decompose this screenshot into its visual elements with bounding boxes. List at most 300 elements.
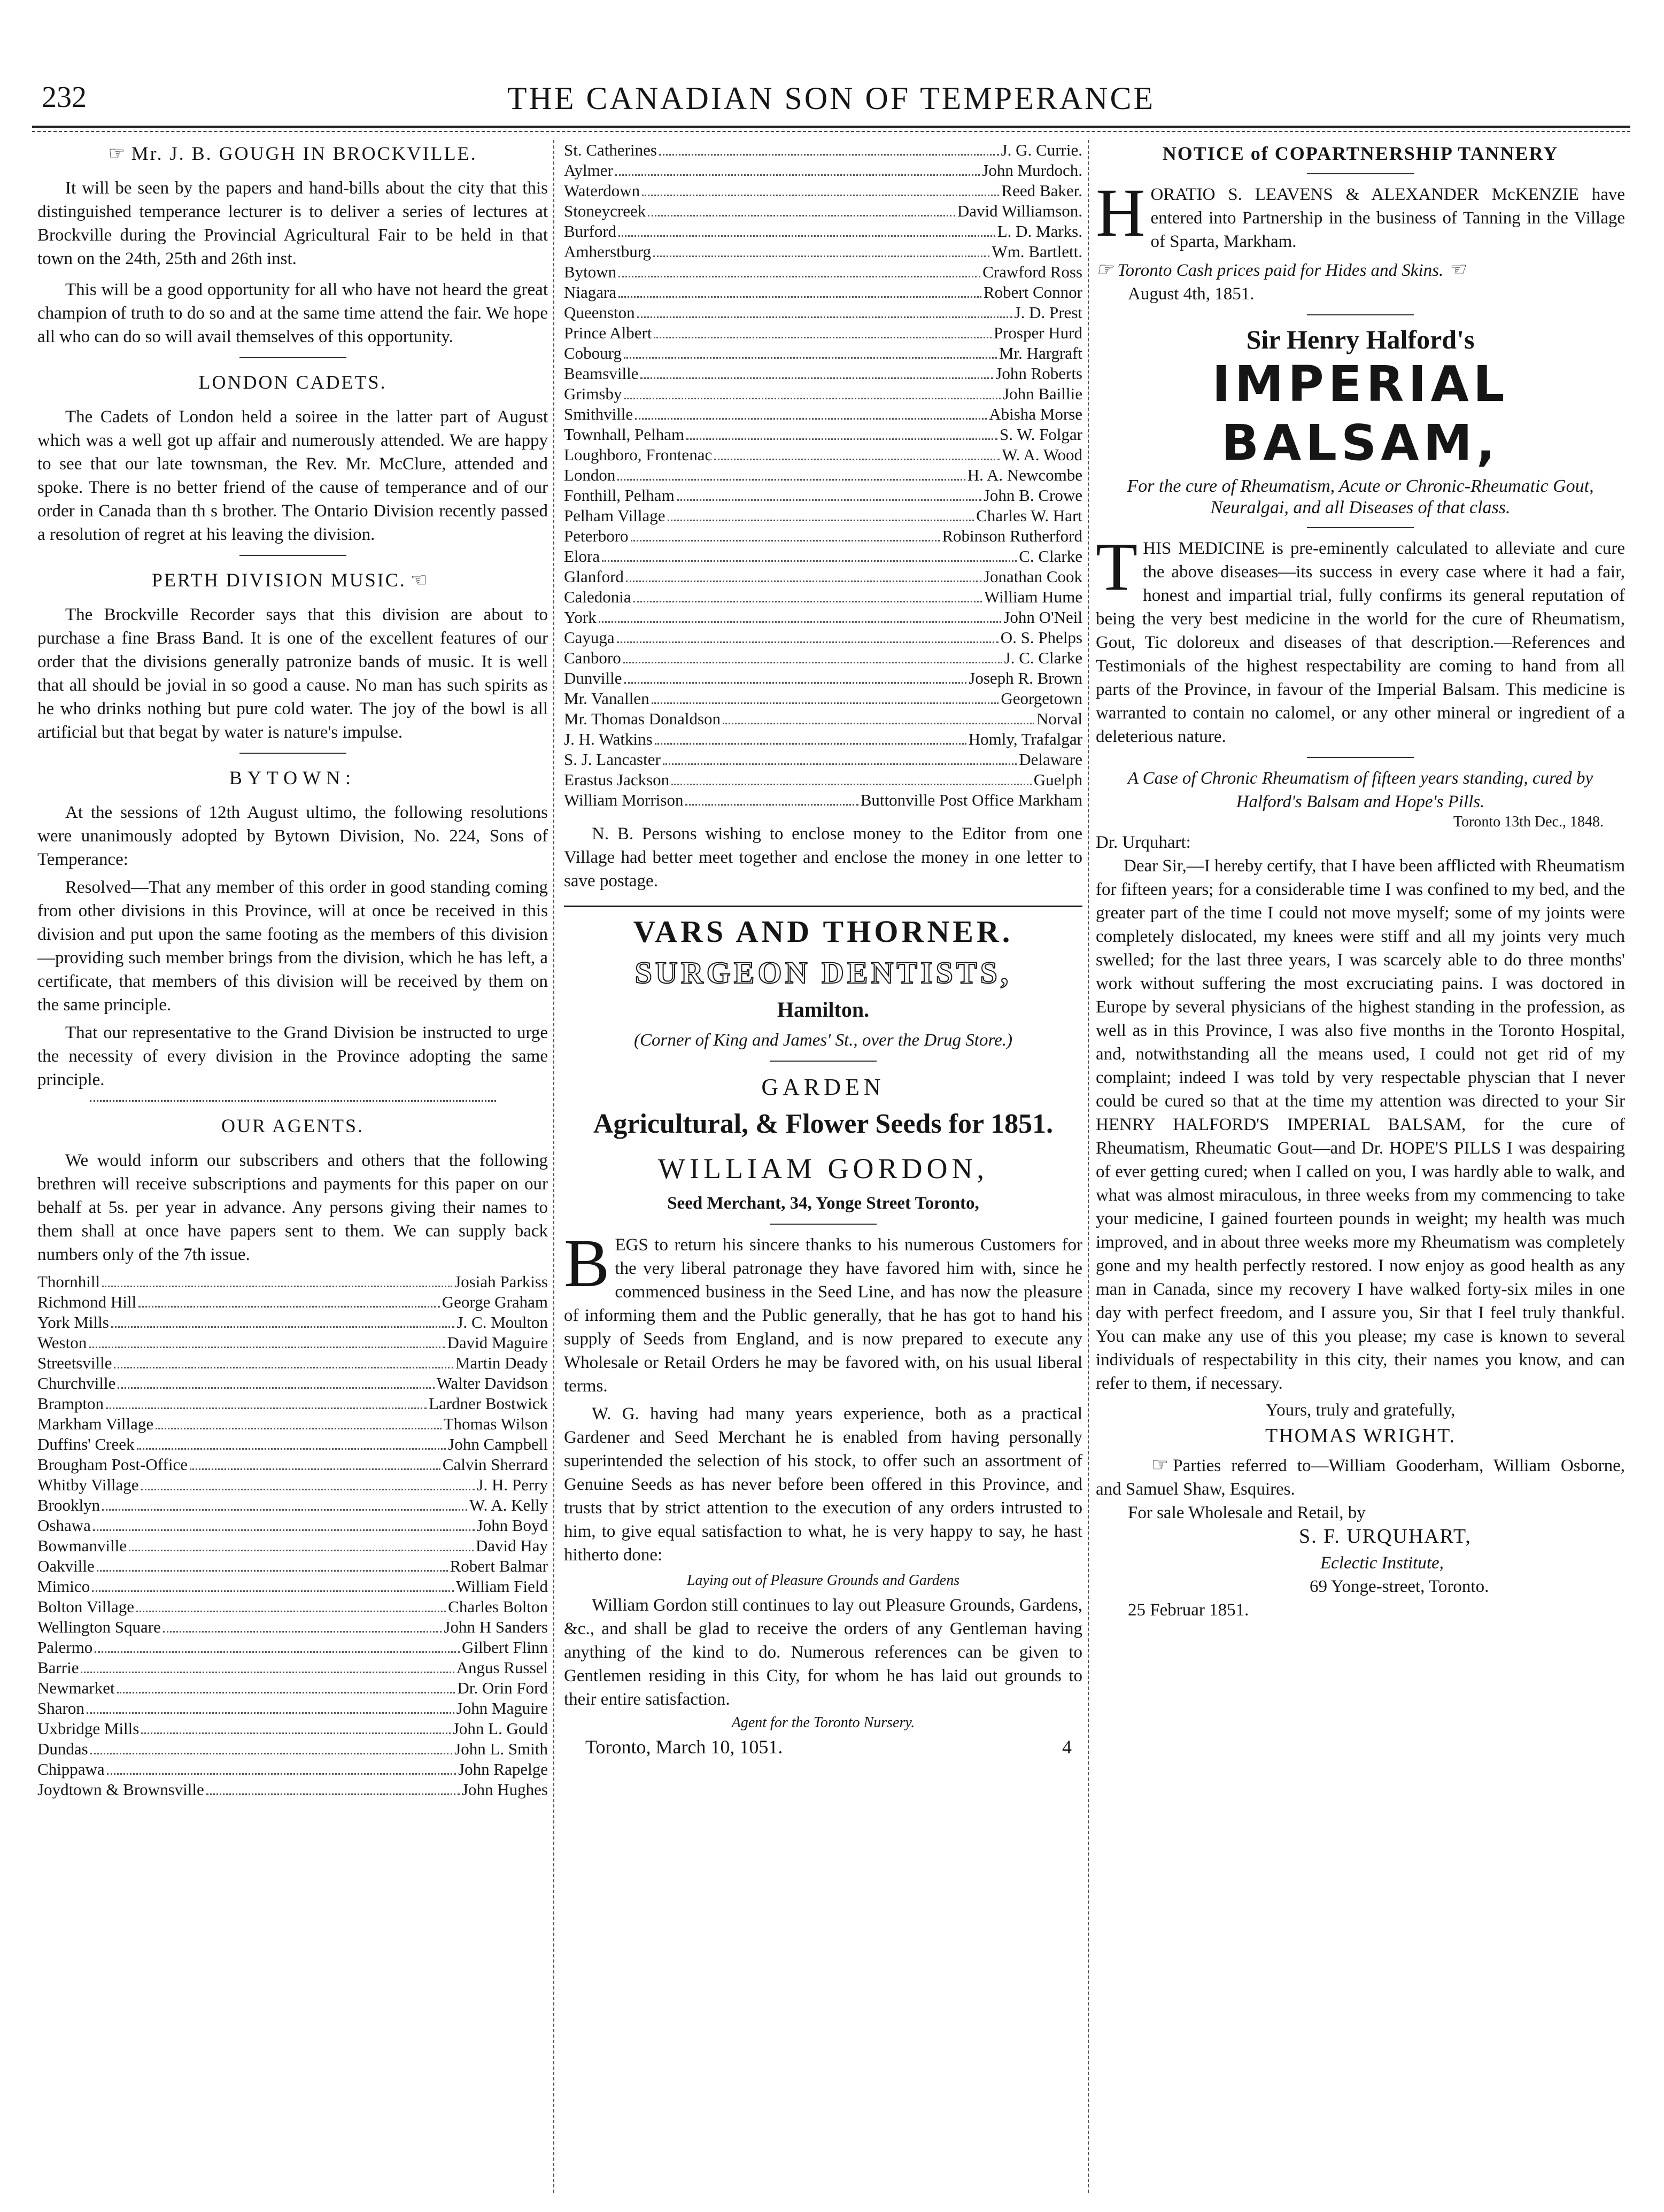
leader-dots bbox=[137, 1448, 446, 1450]
agent-place: Pelham Village bbox=[564, 506, 665, 525]
separator bbox=[239, 357, 346, 358]
agent-name: Guelph bbox=[1033, 770, 1082, 789]
seeds-paragraph: William Gordon still continues to lay out Pleasure Grounds, Gardens, &c., and shall be glad to receive the orders of any Gentleman having anything of the kind to do. Numerous references can be given to Gentlemen residing in this City, for whom he has laid out grounds to their entire satisfaction. bbox=[564, 1596, 1082, 1709]
agent-name: J. C. Clarke bbox=[1004, 648, 1082, 667]
agent-place: Loughboro, Frontenac bbox=[564, 445, 713, 464]
halford-sale: For sale Wholesale and Retail, by bbox=[1128, 1503, 1366, 1522]
agent-row bbox=[564, 770, 1082, 790]
leader-dots bbox=[599, 621, 1002, 623]
leader-dots bbox=[714, 459, 1000, 460]
pointing-hand-left-icon: ☜ bbox=[1448, 259, 1465, 280]
halford-subtitle: For the cure of Rheumatism, Acute or Chronic-Rheumatic Gout, Neuralgai, and all Diseases of that class. bbox=[1127, 476, 1594, 517]
halford-salutation: Dr. Urquhart: bbox=[1096, 833, 1191, 852]
agent-row bbox=[564, 404, 1082, 424]
agent-row bbox=[564, 790, 1082, 810]
leader-dots bbox=[642, 195, 999, 196]
leader-dots bbox=[618, 235, 995, 237]
agent-row bbox=[37, 1515, 548, 1536]
agent-row bbox=[564, 729, 1082, 749]
agent-place: Palermo bbox=[37, 1638, 93, 1657]
agent-name: John Baillie bbox=[1003, 384, 1082, 403]
vars-subtitle: SURGEON DENTISTS, bbox=[634, 955, 1012, 990]
gough-paragraph: This will be a good opportunity for all who have not heard the great champion of truth to do so and at the same time attend the fair. We hope all who can do so will avail themselves of this opportunity. bbox=[37, 280, 548, 346]
agent-place: York Mills bbox=[37, 1313, 109, 1332]
agent-name: W. A. Kelly bbox=[469, 1496, 548, 1514]
agent-name: Jonathan Cook bbox=[983, 567, 1082, 586]
agent-place: Glanford bbox=[564, 567, 624, 586]
agent-name: Joseph R. Brown bbox=[969, 669, 1082, 687]
leader-dots bbox=[136, 1611, 446, 1612]
drop-cap: T bbox=[1096, 529, 1138, 605]
leader-dots bbox=[615, 174, 980, 176]
agent-place: William Morrison bbox=[564, 791, 684, 809]
agent-place: Fonthill, Pelham bbox=[564, 486, 675, 505]
agent-name: O. S. Phelps bbox=[1000, 628, 1082, 647]
perth-title: PERTH DIVISION MUSIC. bbox=[151, 569, 406, 591]
leader-dots bbox=[114, 1367, 453, 1368]
agent-place: Sharon bbox=[37, 1699, 84, 1718]
agent-name: S. W. Folgar bbox=[999, 425, 1082, 444]
separator bbox=[1307, 757, 1414, 758]
agent-place: Uxbridge Mills bbox=[37, 1719, 140, 1738]
agent-place: St. Catherines bbox=[564, 141, 657, 159]
agent-name: Mr. Hargraft bbox=[999, 344, 1082, 362]
leader-dots bbox=[637, 316, 1012, 318]
agent-row bbox=[564, 242, 1082, 262]
leader-dots bbox=[631, 540, 940, 542]
agent-name: John Roberts bbox=[995, 364, 1082, 383]
agent-place: Beamsville bbox=[564, 364, 639, 383]
halford-paragraph bbox=[1096, 529, 1625, 748]
agent-row bbox=[564, 749, 1082, 770]
agent-row bbox=[564, 485, 1082, 506]
bytown-paragraph: Resolved—That any member of this order in good standing coming from other divisions in this Province, will at once be received in this division and put upon the same footing as the members of this division—providing such member brings from the division, which he has left, a certificate, that members of this division will be received by them on the same principle. bbox=[37, 878, 548, 1015]
agent-row bbox=[37, 1678, 548, 1698]
agent-name: John Murdoch. bbox=[982, 161, 1082, 180]
perth-paragraph: The Brockville Recorder says that this division are about to purchase a fine Brass Band. It is one of the excellent features of our order that the divisions generally patronize bands of music. It is well that all should be jovial in so good a cause. No man has such spirits as he who drinks nothing but pure cold water. The joy of the bowl is all artificial but that begat by water is nature's impulse. bbox=[37, 605, 548, 742]
agent-place: Streetsville bbox=[37, 1354, 112, 1372]
london-title: LONDON CADETS. bbox=[198, 372, 387, 393]
agent-row bbox=[564, 526, 1082, 546]
leader-dots bbox=[106, 1407, 427, 1409]
seeds-merchant: WILLIAM GORDON, bbox=[658, 1153, 988, 1185]
leader-dots bbox=[618, 296, 981, 298]
leader-dots bbox=[87, 1712, 454, 1714]
agent-name: John H Sanders bbox=[444, 1618, 548, 1636]
agent-name: Angus Russel bbox=[456, 1658, 548, 1677]
agent-name: Calvin Sherrard bbox=[442, 1455, 548, 1474]
agent-place: Smithville bbox=[564, 405, 633, 423]
leader-dots bbox=[652, 702, 999, 704]
leader-dots bbox=[117, 1692, 455, 1693]
agent-place: Thornhill bbox=[37, 1272, 100, 1291]
leader-dots bbox=[107, 1773, 456, 1775]
agent-row bbox=[564, 546, 1082, 567]
vars-address: (Corner of King and James' St., over the Drug Store.) bbox=[634, 1031, 1012, 1050]
agent-row bbox=[37, 1759, 548, 1780]
agent-place: Dunville bbox=[564, 669, 622, 687]
agent-name: J. D. Prest bbox=[1014, 303, 1082, 322]
pointing-hand-icon: ☞ bbox=[1151, 1454, 1169, 1475]
seeds-agent: Agent for the Toronto Nursery. bbox=[731, 1714, 915, 1731]
agent-row bbox=[37, 1739, 548, 1759]
agent-place: Stoneycreek bbox=[564, 202, 646, 220]
agent-name: John O'Neil bbox=[1003, 608, 1082, 627]
agent-place: Erastus Jackson bbox=[564, 770, 670, 789]
leader-dots bbox=[659, 154, 999, 156]
agent-place: Waterdown bbox=[564, 181, 640, 200]
leader-dots bbox=[206, 1793, 460, 1795]
seeds-paragraph: W. G. having had many years experience, both as a practical Gardener and Seed Merchant he is enabled from having personally superintended the selection of his stock, to offer such an assortment of Genuine Seeds as has never before been offered in this Province, and trusts that by strict attention to the execution of any orders intrusted to him, to give equal satisfaction to what, he is very happy to say, he hast hitherto done: bbox=[564, 1404, 1082, 1565]
agent-row bbox=[37, 1658, 548, 1678]
header-rule-dashed bbox=[32, 131, 1630, 132]
leader-dots bbox=[138, 1306, 440, 1308]
leader-dots bbox=[618, 276, 980, 277]
vars-city: Hamilton. bbox=[777, 997, 870, 1022]
agent-place: Mimico bbox=[37, 1577, 90, 1596]
agent-place: Burford bbox=[564, 222, 617, 241]
agent-name: John L. Smith bbox=[454, 1739, 548, 1758]
bytown-title: BYTOWN: bbox=[229, 767, 357, 788]
agent-name: J. H. Perry bbox=[477, 1475, 548, 1494]
agent-row bbox=[37, 1292, 548, 1312]
gough-title: Mr. J. B. GOUGH IN BROCKVILLE. bbox=[131, 143, 477, 164]
column-2 bbox=[564, 140, 1082, 1758]
agent-place: Elora bbox=[564, 547, 600, 566]
agent-row bbox=[564, 424, 1082, 445]
leader-dots bbox=[163, 1631, 442, 1633]
leader-dots bbox=[141, 1489, 475, 1490]
leader-dots bbox=[111, 1326, 455, 1328]
leader-dots bbox=[81, 1672, 454, 1673]
agent-row bbox=[564, 648, 1082, 668]
pointing-hand-icon: ☞ bbox=[108, 143, 127, 164]
leader-dots bbox=[624, 357, 997, 359]
agent-row bbox=[564, 384, 1082, 404]
agent-place: S. J. Lancaster bbox=[564, 750, 661, 769]
agent-name: Charles Bolton bbox=[448, 1597, 548, 1616]
leader-dots bbox=[663, 763, 1017, 765]
bytown-paragraph: That our representative to the Grand Division be instructed to urge the necessity of every division in the Province adopting the same principle. bbox=[37, 1023, 548, 1089]
agent-row bbox=[564, 709, 1082, 729]
agent-name: Robert Balmar bbox=[450, 1557, 548, 1575]
agent-name: David Hay bbox=[475, 1536, 548, 1555]
agent-name: Georgetown bbox=[1001, 689, 1082, 708]
separator bbox=[770, 1061, 877, 1062]
column-1 bbox=[37, 140, 548, 1800]
header-rule bbox=[32, 126, 1630, 128]
agent-place: Bytown bbox=[564, 262, 617, 281]
separator bbox=[770, 1224, 877, 1225]
leader-dots bbox=[92, 1590, 454, 1592]
agent-row bbox=[564, 689, 1082, 709]
agent-row bbox=[37, 1576, 548, 1597]
agent-place: York bbox=[564, 608, 597, 627]
agent-row bbox=[37, 1475, 548, 1495]
agent-place: Grimsby bbox=[564, 384, 622, 403]
seeds-number: 4 bbox=[1062, 1736, 1072, 1758]
tannery-cash bbox=[1096, 258, 1625, 282]
agent-place: Peterboro bbox=[564, 527, 629, 545]
agent-row bbox=[37, 1353, 548, 1373]
leader-dots bbox=[635, 418, 987, 420]
leader-dots bbox=[90, 1753, 452, 1754]
agent-place: Brampton bbox=[37, 1394, 104, 1413]
agent-place: Chippawa bbox=[37, 1760, 105, 1778]
leader-dots bbox=[668, 520, 974, 521]
agent-name: Reed Baker. bbox=[1001, 181, 1082, 200]
agent-name: Thomas Wilson bbox=[443, 1414, 548, 1433]
leader-dots bbox=[617, 479, 965, 481]
agent-name: Buttonville Post Office Markham bbox=[860, 791, 1082, 809]
seeds-title: Agricultural, & Flower Seeds for 1851. bbox=[593, 1109, 1054, 1139]
halford-refs-text: Parties referred to—William Gooderham, William Osborne, and Samuel Shaw, Esquires. bbox=[1096, 1456, 1625, 1499]
agent-name: J. G. Currie. bbox=[1001, 141, 1082, 159]
halford-name: Sir Henry Halford's bbox=[1246, 324, 1475, 354]
leader-dots bbox=[617, 641, 999, 643]
agent-row bbox=[564, 201, 1082, 221]
agent-place: Townhall, Pelham bbox=[564, 425, 685, 444]
column-3 bbox=[1096, 140, 1625, 1622]
agent-row bbox=[564, 343, 1082, 363]
agent-name: Robinson Rutherford bbox=[942, 527, 1082, 545]
agent-row bbox=[37, 1556, 548, 1576]
seeds-paragraph bbox=[564, 1225, 1082, 1398]
separator bbox=[90, 1100, 496, 1102]
agent-place: Barrie bbox=[37, 1658, 79, 1677]
agent-name: Martin Deady bbox=[455, 1354, 548, 1372]
leader-dots bbox=[686, 438, 997, 440]
agent-name: Josiah Parkiss bbox=[454, 1272, 548, 1291]
agent-row bbox=[564, 282, 1082, 303]
agent-name: William Field bbox=[456, 1577, 548, 1596]
agent-name: Norval bbox=[1036, 709, 1082, 728]
seeds-footer bbox=[564, 1736, 1082, 1758]
agent-row bbox=[564, 628, 1082, 648]
agent-row bbox=[564, 363, 1082, 384]
tannery-date: August 4th, 1851. bbox=[1128, 284, 1255, 304]
leader-dots bbox=[723, 723, 1034, 724]
leader-dots bbox=[141, 1733, 450, 1734]
leader-dots bbox=[102, 1286, 452, 1287]
agent-name: L. D. Marks. bbox=[997, 222, 1082, 241]
agents-list bbox=[37, 1272, 548, 1800]
agent-name: John Rapelge bbox=[458, 1760, 548, 1778]
agents-list-continued bbox=[564, 140, 1082, 810]
agent-row bbox=[37, 1434, 548, 1455]
agent-name: John Hughes bbox=[461, 1780, 548, 1799]
seeds-date: Toronto, March 10, 1051. bbox=[585, 1736, 783, 1758]
leader-dots bbox=[685, 804, 858, 806]
agent-row bbox=[37, 1373, 548, 1394]
leader-dots bbox=[95, 1651, 460, 1653]
leader-dots bbox=[102, 1509, 467, 1511]
leader-dots bbox=[654, 337, 991, 338]
agent-place: Bolton Village bbox=[37, 1597, 134, 1616]
agent-place: J. H. Watkins bbox=[564, 730, 653, 748]
agent-row bbox=[564, 323, 1082, 343]
leader-dots bbox=[633, 601, 982, 602]
halford-case-date: Toronto 13th Dec., 1848. bbox=[1453, 814, 1604, 830]
seeds-subheading: Laying out of Pleasure Grounds and Gardens bbox=[686, 1572, 960, 1589]
tannery-cash-text: Toronto Cash prices paid for Hides and Skins. bbox=[1117, 261, 1444, 280]
agent-row bbox=[564, 668, 1082, 689]
agents-title: OUR AGENTS. bbox=[221, 1115, 365, 1136]
gough-paragraph: It will be seen by the papers and hand-bills about the city that this distinguished temperance lecturer is to deliver a series of lectures at Brockville during the Provincial Agricultural Fair to be held in that town on the 24th, 25th and 26th inst. bbox=[37, 179, 548, 268]
agent-place: Dundas bbox=[37, 1739, 88, 1758]
leader-dots bbox=[623, 662, 1002, 663]
halford-address: 69 Yonge-street, Toronto. bbox=[1310, 1577, 1489, 1596]
column-divider-1 bbox=[553, 140, 554, 2193]
agent-name: Dr. Orin Ford bbox=[457, 1679, 548, 1697]
agent-place: Brougham Post-Office bbox=[37, 1455, 188, 1474]
agent-name: David Maguire bbox=[447, 1333, 548, 1352]
london-paragraph: The Cadets of London held a soiree in the latter part of August which was a well got up affair and numerously attended. We are happy to see that our late townsman, the Rev. Mr. McClure, attended and spoke. There is no better friend of the cause of temperance and of our order in Canada than th s brother. The Ontario Division recently passed a resolution of regret at his leaving the division. bbox=[37, 407, 548, 544]
agent-row bbox=[564, 607, 1082, 628]
agent-place: Markham Village bbox=[37, 1414, 154, 1433]
drop-cap: H bbox=[1096, 175, 1146, 251]
agent-place: Amherstburg bbox=[564, 242, 652, 261]
agent-place: Oshawa bbox=[37, 1516, 91, 1535]
agent-row bbox=[564, 303, 1082, 323]
agent-name: John L. Gould bbox=[452, 1719, 548, 1738]
leader-dots bbox=[624, 398, 1001, 399]
leader-dots bbox=[677, 499, 981, 501]
halford-letter: Dear Sir,—I hereby certify, that I have been afflicted with Rheumatism for fifteen years; for a considerable time I was confined to my bed, and the greater part of the time I could not move myself; some of my joints were completely dislocated, my knees were stiff and all my joints very much swelled; for the last three years, I was scarcely able to do three months' work without suffering the most excruciating pains. I was doctored in Europe by several physicians of the highest standing in the profession, as well as in this Province, I was also five months in the Toronto Hospital, and, notwithstanding all the means used, I could not get rid of my complaint; indeed I was told by very respectable physcian that I never could be cured so that at the time my attention was directed to your Sir HENRY HALFORD'S IMPERIAL BALSAM, for the cure of Rheumatism, Rheumatic Gout—and Dr. HOPE'S PILLS I was despairing of ever getting cured; when I called on you, I was hardly able to walk, and what was almost miraculous, in three weeks from my commencing to take your medicine, I gained fourteen pounds in weight; my health was much improved, and in about three weeks more my Rheumatism was completely gone and my health perfectly restored. I now enjoy as good health as any man in Canada, since my recovery I have walked forty-six miles in one day with perfect freedom, and I assure you, Sir that I feel truly thankful. You can make any use of this you please; my case is known to several individuals of respectability in this city, their names you know, and can refer to them, if necessary. bbox=[1096, 856, 1625, 1393]
agent-place: Wellington Square bbox=[37, 1618, 161, 1636]
page-number: 232 bbox=[42, 81, 87, 114]
perth-heading bbox=[37, 569, 548, 591]
leader-dots bbox=[648, 215, 955, 216]
agent-row bbox=[37, 1455, 548, 1475]
agent-row bbox=[564, 181, 1082, 201]
leader-dots bbox=[118, 1387, 434, 1389]
agent-name: Crawford Ross bbox=[982, 262, 1082, 281]
agent-name: Delaware bbox=[1019, 750, 1082, 769]
halford-paragraph-text: HIS MEDICINE is pre-eminently calculated to alleviate and cure the above diseases—its success in every case where it had a fair, honest and impartial trial, fully confirms its general reputation of being the very best medicine in the world for the cure of Rheumatism, Gout, Tic doloreux and diseases of that description.—References and Testimonials of the highest respectability are coming to hand from all parts of the Province, in favour of the Imperial Balsam. This medicine is warranted to contain no calomel, or any other mineral or ingredient of a deleterious nature. bbox=[1096, 539, 1625, 746]
agent-row bbox=[37, 1394, 548, 1414]
agent-name: Walter Davidson bbox=[436, 1374, 548, 1393]
agent-name: Charles W. Hart bbox=[976, 506, 1082, 525]
agent-name: Robert Connor bbox=[983, 283, 1082, 301]
bytown-paragraph: At the sessions of 12th August ultimo, the following resolutions were unanimously adopted by Bytown Division, No. 224, Sons of Temperance: bbox=[37, 803, 548, 869]
agent-place: Queenston bbox=[564, 303, 635, 322]
agent-name: John Maguire bbox=[456, 1699, 548, 1718]
page-header bbox=[32, 80, 1630, 123]
agent-place: Richmond Hill bbox=[37, 1293, 137, 1311]
leader-dots bbox=[653, 256, 989, 257]
agent-name: W. A. Wood bbox=[1002, 445, 1082, 464]
agent-place: Weston bbox=[37, 1333, 87, 1352]
leader-dots bbox=[89, 1347, 445, 1348]
agent-name: J. C. Moulton bbox=[456, 1313, 548, 1332]
halford-closing: Yours, truly and gratefully, bbox=[1265, 1401, 1456, 1420]
agent-place: Canboro bbox=[564, 648, 621, 667]
leader-dots bbox=[156, 1428, 442, 1429]
agent-place: Caledonia bbox=[564, 587, 631, 606]
separator bbox=[1307, 527, 1414, 528]
agent-name: William Hume bbox=[984, 587, 1082, 606]
agent-name: John Campbell bbox=[448, 1435, 548, 1453]
separator bbox=[239, 555, 346, 556]
agent-place: Whitby Village bbox=[37, 1475, 139, 1494]
halford-case-title: A Case of Chronic Rheumatism of fifteen years standing, cured by Halford's Balsam and Hope's Pills. bbox=[1127, 769, 1593, 811]
leader-dots bbox=[93, 1529, 475, 1531]
halford-signer: THOMAS WRIGHT. bbox=[1265, 1425, 1456, 1447]
agent-name: Prosper Hurd bbox=[993, 323, 1082, 342]
agent-name: Abisha Morse bbox=[989, 405, 1082, 423]
agent-row bbox=[37, 1312, 548, 1333]
separator bbox=[239, 753, 346, 754]
agent-row bbox=[37, 1698, 548, 1719]
halford-seller: S. F. URQUHART, bbox=[1299, 1525, 1472, 1548]
running-title: THE CANADIAN SON OF TEMPERANCE bbox=[507, 81, 1156, 116]
tannery-paragraph bbox=[1096, 175, 1625, 253]
agent-place: Prince Albert bbox=[564, 323, 652, 342]
agent-row bbox=[37, 1414, 548, 1434]
agent-name: Wm. Bartlett. bbox=[992, 242, 1082, 261]
agent-place: Newmarket bbox=[37, 1679, 115, 1697]
agent-place: Aylmer bbox=[564, 161, 613, 180]
agent-row bbox=[37, 1780, 548, 1800]
halford-title: IMPERIAL BALSAM, bbox=[1212, 355, 1509, 471]
agent-row bbox=[37, 1536, 548, 1556]
vars-title: VARS AND THORNER. bbox=[633, 914, 1013, 949]
agent-row bbox=[37, 1617, 548, 1637]
separator bbox=[564, 906, 1082, 907]
agent-place: Mr. Thomas Donaldson bbox=[564, 709, 721, 728]
agent-place: Bowmanville bbox=[37, 1536, 127, 1555]
halford-date: 25 Februar 1851. bbox=[1128, 1600, 1249, 1620]
gough-heading bbox=[37, 142, 548, 165]
agent-place: Joydtown & Brownsville bbox=[37, 1780, 204, 1799]
agent-name: H. A. Newcombe bbox=[967, 466, 1082, 484]
agent-row bbox=[564, 160, 1082, 181]
leader-dots bbox=[97, 1570, 448, 1572]
agent-row bbox=[37, 1597, 548, 1617]
agent-place: London bbox=[564, 466, 616, 484]
agent-place: Niagara bbox=[564, 283, 617, 301]
agent-place: Churchville bbox=[37, 1374, 116, 1393]
leader-dots bbox=[190, 1468, 440, 1470]
leader-dots bbox=[640, 377, 993, 379]
agent-row bbox=[37, 1719, 548, 1739]
agent-row bbox=[37, 1333, 548, 1353]
agent-row bbox=[37, 1495, 548, 1515]
leader-dots bbox=[602, 560, 1017, 562]
agent-row bbox=[564, 506, 1082, 526]
agent-place: Mr. Vanallen bbox=[564, 689, 649, 708]
agent-name: Homly, Trafalgar bbox=[968, 730, 1082, 748]
agent-row bbox=[37, 1272, 548, 1292]
leader-dots bbox=[129, 1550, 474, 1551]
leader-dots bbox=[655, 743, 966, 745]
separator bbox=[1307, 173, 1414, 174]
column-divider-2 bbox=[1088, 140, 1089, 2193]
agent-row bbox=[564, 445, 1082, 465]
seeds-paragraph-text: EGS to return his sincere thanks to his numerous Customers for the very liberal patronage they have favored him with, since he commenced business in the Seed Line, and has now the pleasure of informing them and the Public generally, that he has got to hand his supply of Seeds from England, and is now prepared to execute any Wholesale or Retail Orders he may be favored with, on his usual liberal terms. bbox=[564, 1235, 1082, 1396]
agent-name: Gilbert Flinn bbox=[461, 1638, 548, 1657]
leader-dots bbox=[671, 784, 1032, 785]
drop-cap: B bbox=[564, 1225, 610, 1301]
agent-row bbox=[564, 262, 1082, 282]
agent-name: C. Clarke bbox=[1019, 547, 1082, 566]
agent-row bbox=[564, 465, 1082, 485]
seeds-garden: GARDEN bbox=[761, 1074, 885, 1100]
halford-institute: Eclectic Institute, bbox=[1320, 1553, 1444, 1573]
leader-dots bbox=[626, 581, 981, 582]
agent-name: Lardner Bostwick bbox=[429, 1394, 548, 1413]
